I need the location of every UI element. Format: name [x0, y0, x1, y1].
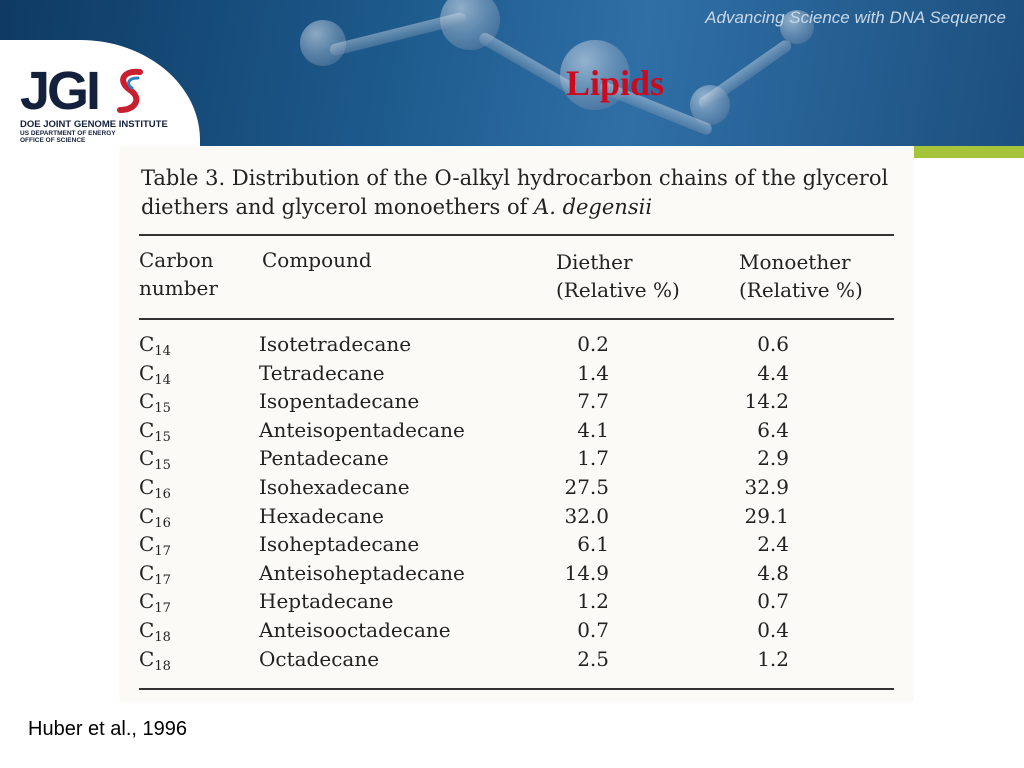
diether-cell: 32.0 [564, 503, 609, 528]
monoether-cell: 0.7 [757, 589, 789, 614]
carbon-count: 18 [154, 630, 171, 645]
table-caption [141, 164, 901, 222]
table-scan [119, 146, 914, 702]
carbon-number-cell [139, 446, 171, 473]
diether-cell: 27.5 [564, 475, 609, 499]
compound-cell: Isohexadecane [259, 475, 410, 499]
diether-cell: 4.1 [577, 417, 609, 442]
header-monoether-line1: Monoether [739, 250, 851, 274]
jgi-logo: JGI [20, 61, 99, 121]
compound-cell: Octadecane [259, 646, 380, 671]
carbon-symbol: C [139, 560, 155, 585]
table-row [119, 389, 914, 418]
monoether-cell: 29.1 [744, 503, 789, 528]
compound-cell: Isotetradecane [259, 332, 412, 356]
monoether-cell: 32.9 [744, 475, 789, 499]
table-row [119, 589, 914, 618]
diether-cell: 7.7 [577, 389, 609, 414]
carbon-count: 17 [154, 544, 171, 560]
carbon-number-cell [139, 647, 171, 674]
logo-office: OFFICE OF SCIENCE [20, 137, 86, 144]
compound-cell: Anteisoheptadecane [259, 560, 465, 585]
carbon-symbol: C [139, 532, 155, 557]
diether-cell: 1.2 [577, 589, 609, 614]
table-row [119, 647, 914, 676]
header-carbon-line2: number [139, 276, 218, 300]
carbon-number-cell [139, 418, 171, 445]
table-bottom-rule [139, 688, 894, 690]
carbon-number-cell [139, 389, 171, 416]
table-top-rule [139, 234, 894, 236]
carbon-symbol: C [139, 618, 155, 642]
carbon-symbol: C [139, 332, 155, 356]
table-caption-species: A. degensii [534, 195, 653, 219]
compound-cell: Heptadecane [259, 589, 394, 614]
compound-cell: Tetradecane [259, 360, 385, 385]
header-compound: Compound [262, 248, 372, 272]
carbon-count: 14 [154, 372, 171, 388]
carbon-count: 15 [154, 458, 171, 474]
header-monoether-line2: (Relative %) [739, 278, 863, 302]
header-diether-line2: (Relative %) [556, 278, 680, 302]
slide-title: Lipids [565, 63, 665, 103]
monoether-cell: 6.4 [757, 417, 789, 442]
carbon-number-cell [139, 561, 171, 588]
citation: Huber et al., 1996 [28, 718, 187, 740]
carbon-symbol: C [139, 389, 155, 414]
header-monoether [739, 248, 863, 304]
table-row [119, 618, 914, 647]
carbon-symbol: C [139, 475, 155, 499]
header-diether-line1: Diether [556, 250, 633, 274]
carbon-symbol: C [139, 446, 155, 471]
logo-institute-name: DOE JOINT GENOME INSTITUTE [20, 119, 168, 130]
monoether-cell: 2.9 [757, 446, 789, 471]
carbon-number-cell [139, 475, 171, 502]
carbon-number-cell [139, 332, 171, 359]
compound-cell: Anteisopentadecane [259, 417, 465, 442]
diether-cell: 1.7 [577, 446, 609, 471]
compound-cell: Isoheptadecane [259, 532, 420, 557]
diether-cell: 0.7 [577, 618, 609, 642]
table-row [119, 332, 914, 361]
compound-cell: Pentadecane [259, 446, 389, 471]
monoether-cell: 4.8 [757, 560, 789, 585]
carbon-symbol: C [139, 589, 155, 614]
header-tagline: Advancing Science with DNA Sequence [705, 8, 1006, 27]
carbon-symbol: C [139, 417, 155, 442]
table-row [119, 446, 914, 475]
carbon-number-cell [139, 361, 171, 388]
carbon-number-cell [139, 618, 171, 645]
carbon-count: 18 [154, 658, 171, 674]
header-carbon-number [139, 246, 218, 302]
carbon-count: 15 [154, 429, 171, 445]
carbon-symbol: C [139, 360, 155, 385]
table-row [119, 561, 914, 590]
diether-cell: 1.4 [577, 360, 609, 385]
header-carbon-line1: Carbon [139, 248, 214, 272]
monoether-cell: 0.6 [757, 332, 789, 356]
table-row [119, 475, 914, 504]
table-caption-text: Table 3. Distribution of the O-alkyl hydrocarbon chains of the glycerol diethers and glycerol monoethers of [141, 166, 889, 219]
carbon-number-cell [139, 504, 171, 531]
monoether-cell: 2.4 [757, 532, 789, 557]
monoether-cell: 0.4 [757, 618, 789, 642]
diether-cell: 2.5 [577, 646, 609, 671]
carbon-count: 15 [154, 401, 171, 417]
table-header-rule [139, 318, 894, 320]
monoether-cell: 14.2 [744, 389, 789, 414]
compound-cell: Anteisooctadecane [259, 618, 451, 642]
carbon-count: 16 [154, 515, 171, 531]
carbon-count: 16 [154, 487, 171, 502]
carbon-count: 14 [154, 344, 171, 359]
monoether-cell: 1.2 [757, 646, 789, 671]
carbon-number-cell [139, 589, 171, 616]
logo-department: US DEPARTMENT OF ENERGY [20, 130, 116, 137]
monoether-cell: 4.4 [757, 360, 789, 385]
carbon-symbol: C [139, 646, 155, 671]
carbon-symbol: C [139, 503, 155, 528]
carbon-count: 17 [154, 601, 171, 617]
table-row [119, 418, 914, 447]
carbon-number-cell [139, 532, 171, 559]
compound-cell: Hexadecane [259, 503, 384, 528]
diether-cell: 6.1 [577, 532, 609, 557]
jgi-swoosh-icon [116, 68, 144, 114]
table-row [119, 532, 914, 561]
diether-cell: 14.9 [564, 560, 609, 585]
compound-cell: Isopentadecane [259, 389, 420, 414]
table-row [119, 504, 914, 533]
table-row [119, 361, 914, 390]
header-diether [556, 248, 680, 304]
carbon-count: 17 [154, 572, 171, 588]
diether-cell: 0.2 [577, 332, 609, 356]
